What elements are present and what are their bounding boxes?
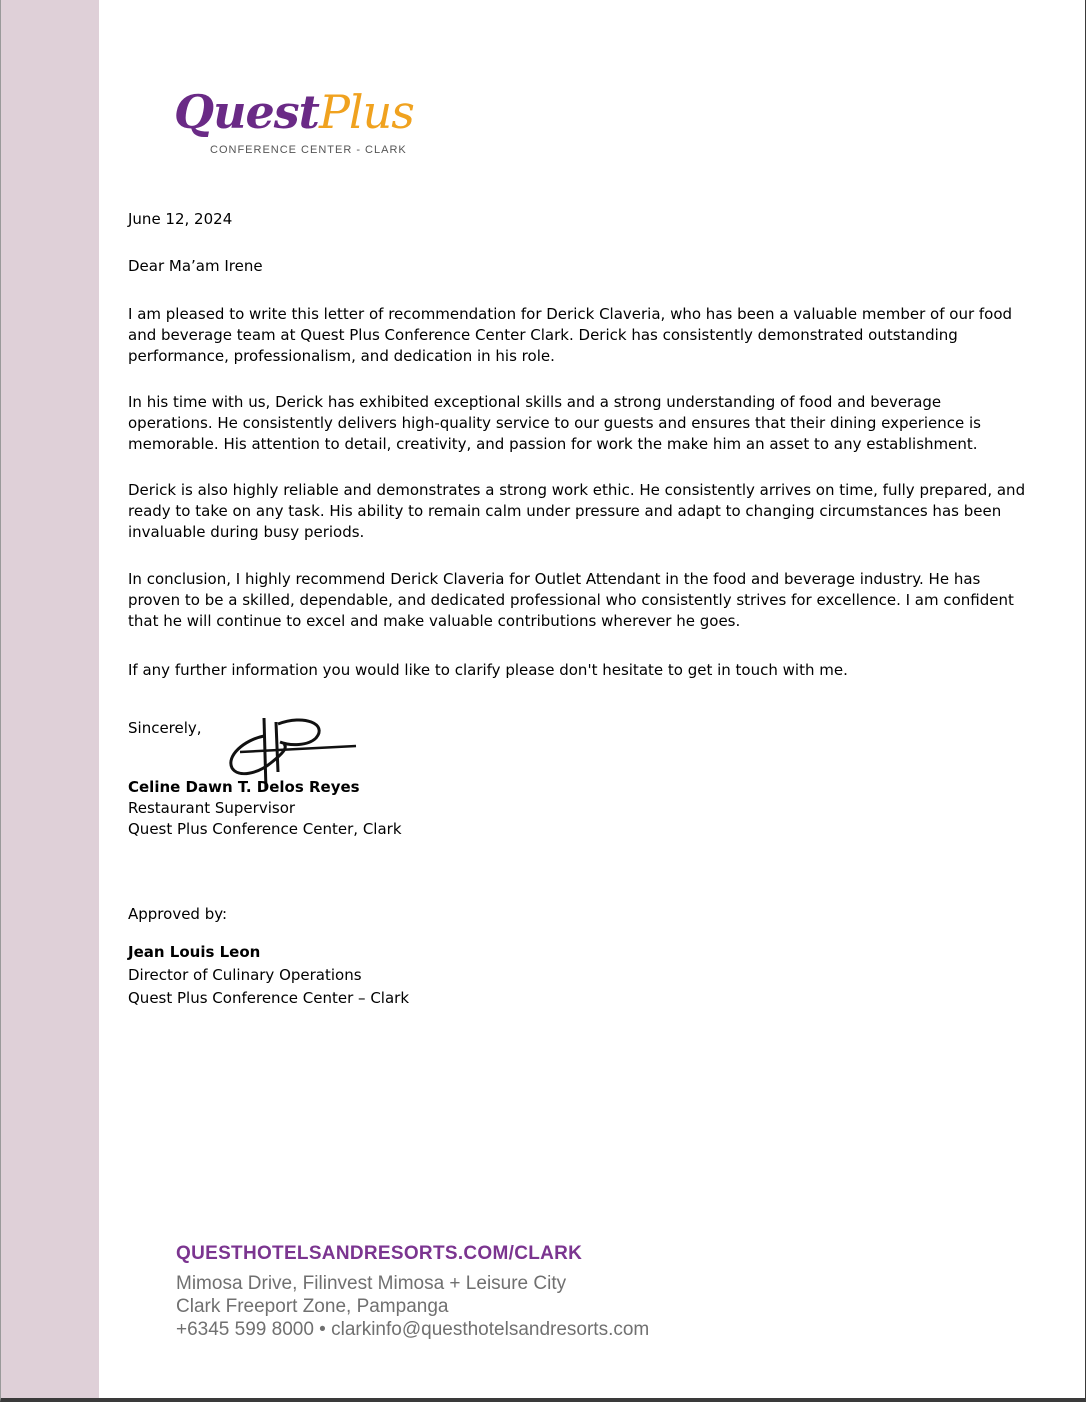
footer-contact: +6345 599 8000 • clarkinfo@questhotelsandresorts.com (176, 1319, 650, 1340)
letter-paragraph-4: In conclusion, I highly recommend Derick Claveria for Outlet Attendant in the food and beverage industry. He has proven to be a skilled, dependable, and dedicated professional who consistently strives for excellence. I am confident that he will continue to excel and make valuable contributions wherever he goes. (128, 570, 1014, 630)
approver-title: Director of Culinary Operations (128, 966, 362, 984)
logo-wordmark (174, 84, 414, 140)
approver-name: Jean Louis Leon (128, 943, 261, 961)
logo-word-quest: Quest (174, 85, 319, 139)
footer-address-line-1: Mimosa Drive, Filinvest Mimosa + Leisure City (176, 1273, 567, 1294)
letter-date: June 12, 2024 (128, 210, 233, 228)
signer-org: Quest Plus Conference Center, Clark (128, 820, 402, 838)
letter-paragraph-3: Derick is also highly reliable and demonstrates a strong work ethic. He consistently arrives on time, fully prepared, and ready to take on any task. His ability to remain calm under pressure and adapt to changing circumstances has been invaluable during busy periods. (128, 481, 1026, 541)
letter-paragraph-2: In his time with us, Derick has exhibited exceptional skills and a strong understanding of food and beverage operations. He consistently delivers high-quality service to our guests and ensures that their dining experience is memorable. His attention to detail, creativity, and passion for work the make him an asset to any establishment. (128, 393, 981, 453)
side-color-band (1, 0, 99, 1398)
logo-word-plus: Plus (318, 85, 414, 139)
logo-subtitle: CONFERENCE CENTER - CLARK (210, 144, 407, 156)
approver-org: Quest Plus Conference Center – Clark (128, 989, 410, 1007)
approved-by-label: Approved by: (128, 905, 228, 923)
footer-website: QUESTHOTELSANDRESORTS.COM/CLARK (176, 1243, 583, 1264)
letter-closing: Sincerely, (128, 719, 202, 737)
approver-block (128, 941, 1028, 1010)
letter-salutation: Dear Ma’am Irene (128, 257, 263, 275)
letter-paragraph-5: If any further information you would like to clarify please don't hesitate to get in touch with me. (128, 661, 848, 679)
signer-name: Celine Dawn T. Delos Reyes (128, 778, 360, 796)
signer-title: Restaurant Supervisor (128, 799, 296, 817)
signer-block (128, 777, 1028, 840)
letter-paragraph-1: I am pleased to write this letter of recommendation for Derick Claveria, who has been a valuable member of our food and beverage team at Quest Plus Conference Center Clark. Derick has consistently demonstrated outstanding performance, professionalism, and dedication in his role. (128, 305, 1013, 365)
questplus-logo (174, 84, 454, 164)
footer-address-line-2: Clark Freeport Zone, Pampanga (176, 1296, 449, 1317)
